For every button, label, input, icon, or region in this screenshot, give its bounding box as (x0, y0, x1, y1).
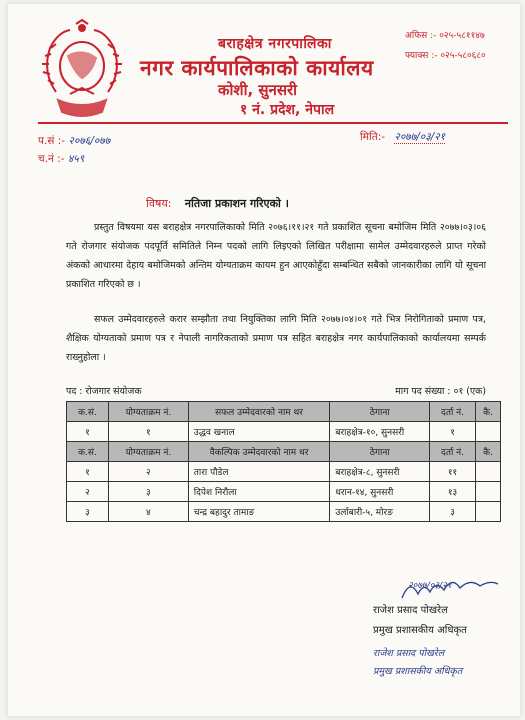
letterhead-province: १ नं. प्रदेश, नेपाल (240, 102, 335, 118)
subject-line: विषय: नतिजा प्रकाशन गरिएको । (146, 197, 289, 210)
letterhead-location: कोशी, सुनसरी (218, 81, 298, 99)
chalani-number: च.नं :- ४५९ (38, 153, 85, 165)
office-fax: फ्याक्स :- ०२५-५८०६८० (405, 51, 486, 61)
letter-page (8, 4, 520, 716)
office-phone: अफिस :- ०२५-५८११४७ (405, 31, 485, 41)
body-paragraph-2: सफल उम्मेदवारहरुले करार सम्झौता तथा नियुक्तिका लागि मिति २०७७।०४।०१ गते भित्र निरोगिताको प्रमाण पत्र, शैक्षिक योग्यताको प्रमाण पत्र र नेपाली नागरिकताको प्रमाण पत्र सहित बराहक्षेत्र नगर कार्यपालिकाको कार्यालयमा सम्पर्क राख्नुहोला । (66, 314, 486, 363)
stamp-name: राजेश प्रसाद पोखरेल (373, 648, 445, 659)
table-row: १ १ उद्धव खनाल बराहक्षेत्र-१०, सुनसरी १ (67, 422, 501, 442)
letterhead-divider (38, 122, 508, 124)
nepal-emblem-icon (36, 18, 128, 122)
signature-date: २०७७/०३/२१ (408, 581, 452, 591)
post-count: माग पद संख्या : ०१ (एक) (395, 386, 486, 397)
patra-sankhya: प.सं :- २०७६/०७७ (38, 135, 111, 147)
body-paragraph-1: प्रस्तुत विषयमा यस बराहक्षेत्र नगरपालिकाको मिति २०७६।११।२१ गते प्रकाशित सूचना बमोजिम मिति २०७७।०३।०६ गते रोजगार संयोजक पदपूर्ति समितिले निम्न पदको लागि लिइएको लिखित परीक्षामा सामेल उम्मेदवारहरुले प्राप्त गरेको अंकको आधारमा देहाय बमोजिमको अन्तिम योग्यताक्रम कायम हुन आएकोहुँदा सम्बन्धित सबैको जानकारीका लागि यो सूचना प्रकाशित गरिएको छ । (66, 222, 486, 290)
letter-date: मिति:- २०७७/०३/२१ (360, 131, 446, 143)
signatory-name: राजेश प्रसाद पोखरेल (373, 605, 448, 616)
candidates-table (66, 401, 501, 522)
success-header-row: क.सं. योग्यताक्रम नं. सफल उम्मेदवारको नाम थर ठेगाना दर्ता नं. कै. (67, 402, 501, 422)
table-row: १ २ तारा पौडेल बराहक्षेत्र-८, सुनसरी ११ (67, 462, 501, 482)
signatory-title: प्रमुख प्रशासकीय अधिकृत (373, 625, 467, 636)
letterhead-office: नगर कार्यपालिकाको कार्यालय (140, 56, 374, 80)
letterhead-municipality: बराहक्षेत्र नगरपालिका (218, 36, 332, 52)
stamp-title: प्रमुख प्रशासकीय अधिकृत (373, 666, 463, 677)
table-row: ३ ४ चन्द्र बहादुर तामाङ उर्लाबारी-५, मोरङ ३ (67, 502, 501, 522)
table-row: २ ३ दिपेश निरौला धरान-१४, सुनसरी १३ (67, 482, 501, 502)
alternate-header-row: क.सं. योग्यताक्रम नं. वैकल्पिक उम्मेदवारको नाम थर ठेगाना दर्ता नं. कै. (67, 442, 501, 462)
post-name: पद : रोजगार संयोजक (66, 386, 142, 397)
